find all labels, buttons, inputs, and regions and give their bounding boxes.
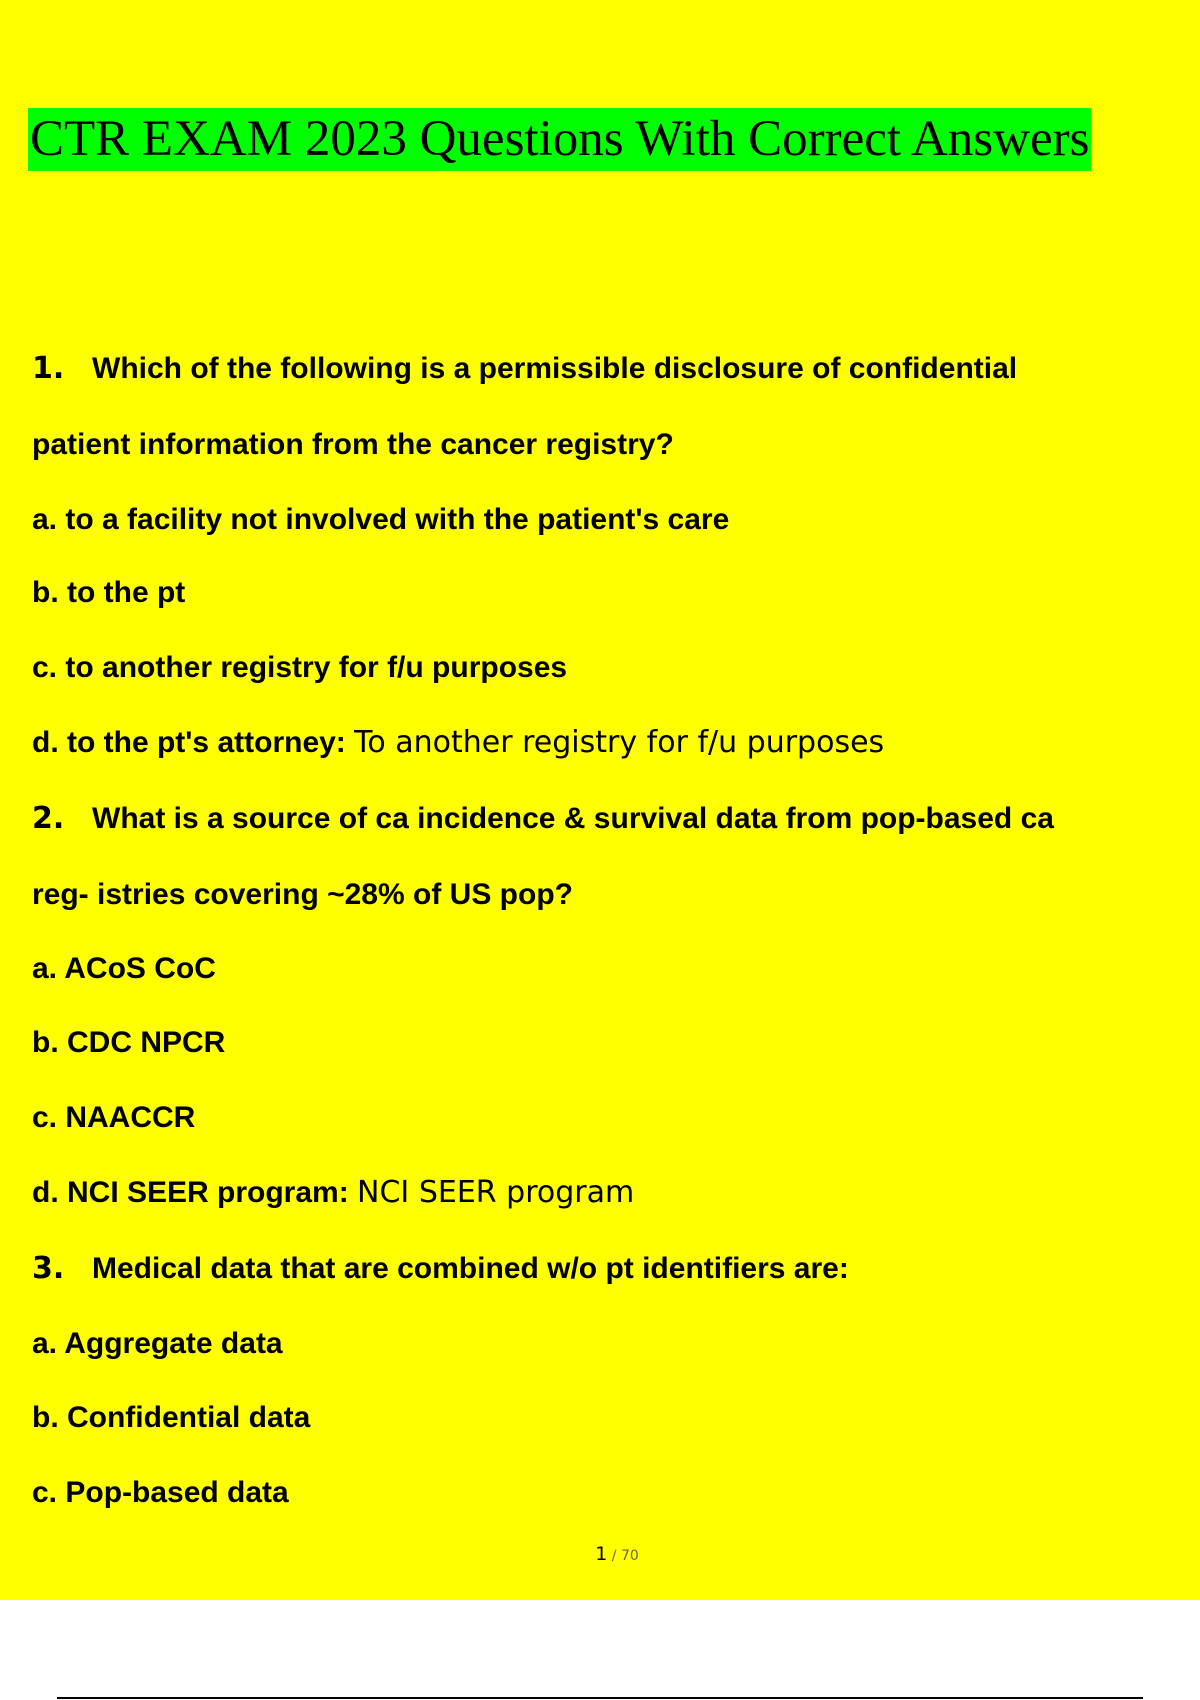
- question-3-line-1: [32, 1250, 849, 1288]
- question-1-option-c: c. to another registry for f/u purposes: [32, 651, 568, 684]
- page-indicator: [0, 1543, 1200, 1565]
- question-2-line-2: reg- istries covering ~28% of US pop?: [32, 878, 573, 911]
- question-1-line-1: [32, 350, 1017, 388]
- question-2-option-a: a. ACoS CoC: [32, 952, 216, 985]
- question-2-option-c: c. NAACCR: [32, 1101, 196, 1134]
- question-3-option-a: a. Aggregate data: [32, 1327, 283, 1360]
- question-3-option-b: b. Confidential data: [32, 1401, 311, 1434]
- option-label: d. NCI SEER program:: [32, 1176, 349, 1209]
- question-text: Medical data that are combined w/o pt identifiers are:: [92, 1252, 849, 1285]
- correct-answer: To another registry for f/u purposes: [354, 725, 885, 760]
- correct-answer: NCI SEER program: [357, 1175, 635, 1210]
- current-page: 1: [595, 1543, 608, 1565]
- question-2-option-d: [32, 1174, 634, 1212]
- question-2-option-b: b. CDC NPCR: [32, 1026, 226, 1059]
- footer-divider: [57, 1697, 1143, 1699]
- question-text: What is a source of ca incidence & survival data from pop-based ca: [92, 802, 1054, 835]
- option-label: d. to the pt's attorney:: [32, 726, 346, 759]
- total-pages: / 70: [607, 1548, 639, 1564]
- question-1-option-a: a. to a facility not involved with the patient's care: [32, 503, 730, 536]
- question-number: 3.: [32, 1251, 65, 1286]
- question-1-option-b: b. to the pt: [32, 576, 186, 609]
- question-text: Which of the following is a permissible disclosure of confidential: [92, 352, 1018, 385]
- document-title: CTR EXAM 2023 Questions With Correct Answers: [28, 108, 1091, 171]
- question-3-option-c: c. Pop-based data: [32, 1476, 289, 1509]
- question-number: 1.: [32, 351, 65, 386]
- question-2-line-1: [32, 800, 1054, 838]
- question-1-option-d: [32, 724, 884, 762]
- question-number: 2.: [32, 801, 65, 836]
- question-1-line-2: patient information from the cancer registry?: [32, 428, 674, 461]
